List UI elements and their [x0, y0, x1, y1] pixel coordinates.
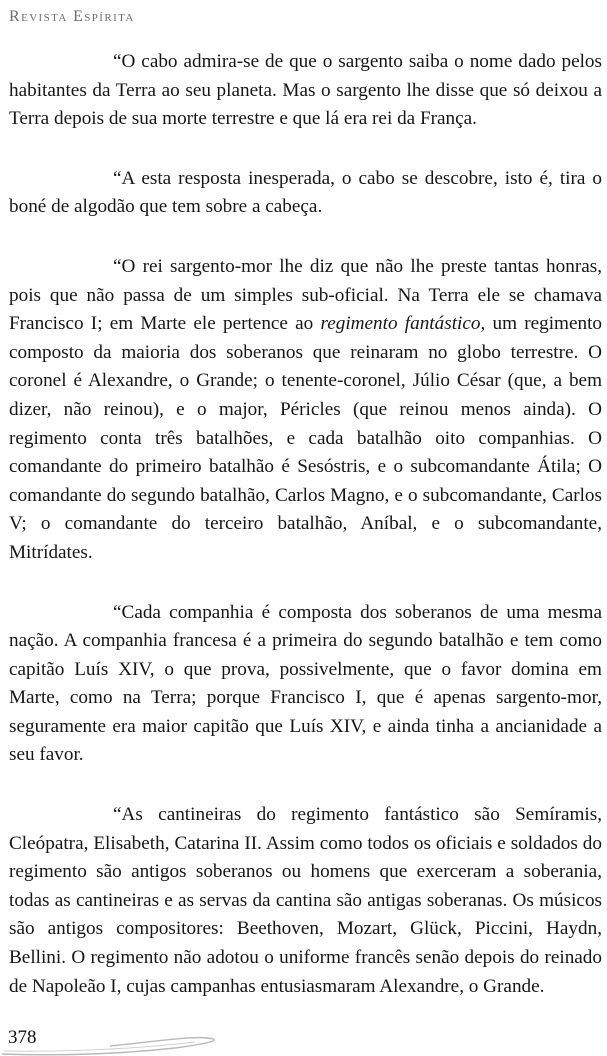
italic-term-regimento-fantastico: regimento fantástico: [320, 313, 481, 335]
paragraph-4: “Cada companhia é composta dos soberanos de uma mesma nação. A companhia francesa é a primeira do segundo batalhão e tem como capitão Luís XIV, o que prova, possivelmente, que o favor domina em Marte, como na Terra; porque Francisco I, que é apenas sargento-mor, seguramente era maior capitão que Luís XIV, e ainda tinha a ancianidade a seu favor.: [9, 601, 602, 766]
running-header-title: Revista Espírita: [9, 8, 135, 25]
page-number: 378: [8, 1027, 37, 1048]
paragraph-2: “A esta resposta inesperada, o cabo se descobre, isto é, tira o boné de algodão que tem sobre a cabeça.: [9, 167, 602, 218]
paragraph-5: “As cantineiras do regimento fantástico são Semíramis, Cleópatra, Elisabeth, Catarina II. Assim como todos os oficiais e soldados do regimento são antigos soberanos ou homens que exerceram a soberania, todas as cantineiras e as servas da cantina são antigas soberanas. Os músicos são antigos compositores: Beethoven, Mozart, Glück, Piccini, Haydn, Bellini. O regimento não adotou o uniforme francês senão depois do reinado de Napoleão I, cujas campanhas entusiasmaram Alexandre, o Grande.: [9, 804, 602, 997]
page-body: [9, 48, 602, 1032]
paragraph-3-text-before: “O rei sargento-mor lhe diz que não lhe preste tantas honras, pois que não passa de um simples sub-oficial. Na Terra ele se chamava Francisco I; em Marte ele pertence ao: [9, 255, 602, 335]
paragraph-3: [9, 253, 602, 568]
footer-swoosh-ornament: [0, 1030, 260, 1056]
paragraph-3-text-after: , um regimento composto da maioria dos soberanos que reinaram no globo terrestre. O coronel é Alexandre, o Grande; o tenente-coronel, Júlio César (que, a bem dizer, não reinou), e o major, Péricles (que reinou menos ainda). O regimento conta três batalhões, e cada batalhão oito companhias. O comandante do primeiro batalhão é Sesóstris, e o subcomandante Átila; O comandante do segundo batalhão, Carlos Magno, e o subcomandante, Carlos V; o comandante do terceiro batalhão, Aníbal, e o subcomandante, Mitrídates.: [9, 313, 602, 563]
paragraph-1: “O cabo admira-se de que o sargento saiba o nome dado pelos habitantes da Terra ao seu planeta. Mas o sargento lhe disse que só deixou a Terra depois de sua morte terrestre e que lá era rei da França.: [9, 51, 602, 130]
